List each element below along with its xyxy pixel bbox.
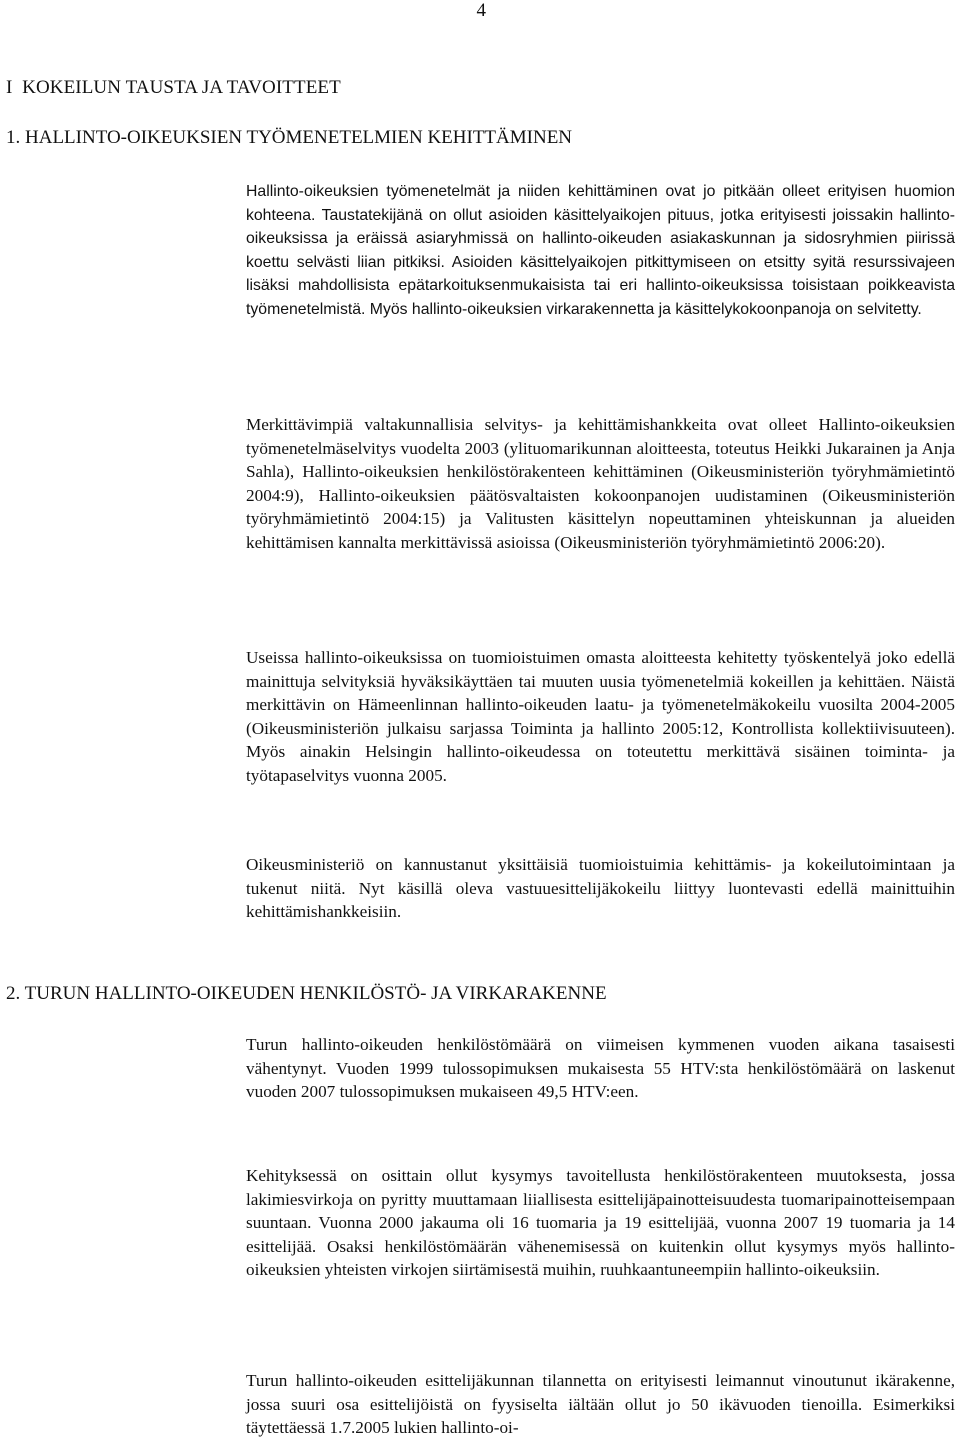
section-2-paragraph-1: Turun hallinto-oikeuden henkilöstömäärä on viimeisen kymmenen vuoden aikana tasaisesti vähentynyt. Vuoden 1999 tulossopimuksen mukaisesta 55 HTV:sta henkilöstömäärä on laskenut vuoden 2007 tulossopimuksen mukaiseen 49,5 HTV:een. [246, 1035, 955, 1101]
section-heading-1: 1. HALLINTO-OIKEUKSIEN TYÖMENETELMIEN KEHITTÄMINEN [6, 127, 573, 148]
section-1-paragraph-1: Hallinto-oikeuksien työmenetelmät ja niiden kehittäminen ovat jo pitkään olleet erityisen huomion kohteena. Taustatekijänä on ollut asioiden käsittelyaikojen pituus, jotka erityisesti joissakin hallinto-oikeuksissa ja eräissä asiaryhmissä on hallinto-oikeuden asiakaskunnan ja sidosryhmien piirissä koettu selvästi liian pitkiksi. Asioiden käsittelyaikojen pitkittymiseen on etsitty syitä resurssivajeen lisäksi mahdollisista epätarkoituksenmukaisista tai eri hallinto-oikeuksissa toisistaan poikkeavista työmenetelmistä. Myös hallinto-oikeuksien virkarakennetta ja käsittelykokoonpanoja on selvitetty. [246, 183, 955, 318]
section-1-paragraph-3: Useissa hallinto-oikeuksissa on tuomioistuimen omasta aloitteesta kehitetty työskentelyä joko edellä mainittuja selvityksiä hyväksikäyttäen tai muuten uusia työmenetelmiä kokeillen ja kehittäen. Näistä merkittävin on Hämeenlinnan hallinto-oikeuden laatu- ja työmenetelmäkokeilu vuosilta 2004-2005 (Oikeusministeriön julkaisu sarjassa Toiminta ja hallinto 2005:12, Kontrollista kollektiivisuuteen). Myös ainakin Helsingin hallinto-oikeudessa on toteutettu merkittävä sisäinen toiminta- ja työtapaselvitys vuonna 2005. [246, 648, 955, 785]
section-1-paragraph-2: Merkittävimpiä valtakunnallisia selvitys- ja kehittämishankkeita ovat olleet Hallinto-oikeuksien työmenetelmäselvitys vuodelta 2003 (ylituomarikunnan aloitteesta, toteutus Heikki Jukarainen ja Anja Sahla), Hallinto-oikeuksien henkilöstörakenteen kehittäminen (Oikeusministeriön työryhmämietintö 2004:9), Hallinto-oikeuksien päätösvaltaisten kokoonpanojen uudistaminen (Oikeusministeriön työryhmämietintö 2004:15) ja Valitusten käsittelyn nopeuttaminen yhteiskunnan ja alueiden kehittämisen kannalta merkittävissä asioissa (Oikeusministeriön työryhmämietintö 2006:20). [246, 415, 955, 552]
section-1-paragraph-4: Oikeusministeriö on kannustanut yksittäisiä tuomioistuimia kehittämis- ja kokeilutoimintaan ja tukenut niitä. Nyt käsillä oleva vastuuesittelijäkokeilu liittyy luontevasti edellä mainittuihin kehittämishankkeisiin. [246, 855, 955, 921]
section-heading-2: 2. TURUN HALLINTO-OIKEUDEN HENKILÖSTÖ- JA VIRKARAKENNE [6, 983, 607, 1004]
chapter-title: I KOKEILUN TAUSTA JA TAVOITTEET [6, 77, 341, 98]
section-2-paragraph-2: Kehityksessä on osittain ollut kysymys tavoitellusta henkilöstörakenteen muutoksesta, jossa lakimiesvirkoja on pyritty muuttamaan liiallisesta esittelijäpainotteisuudesta tuomaripainotteisempaan suuntaan. Vuonna 2000 jakauma oli 16 tuomaria ja 19 esittelijää, vuonna 2007 19 tuomaria ja 14 esittelijää. Osaksi henkilöstömäärän vähenemisessä on kuitenkin ollut kysymys myös hallinto-oikeuksien yhteisten virkojen siirtämisestä muihin, ruuhkaantuneempiin hallinto-oikeuksiin. [246, 1166, 955, 1279]
section-2-paragraph-3: Turun hallinto-oikeuden esittelijäkunnan tilannetta on erityisesti leimannut vinoutunut ikärakenne, jossa suuri osa esittelijöistä on fyysiselta iältään ollut jo 50 ikävuoden tienoilla. Esimerkiksi täytettäessä 1.7.2005 lukien hallinto-oi- [246, 1371, 955, 1437]
page-number: 4 [476, 0, 486, 21]
